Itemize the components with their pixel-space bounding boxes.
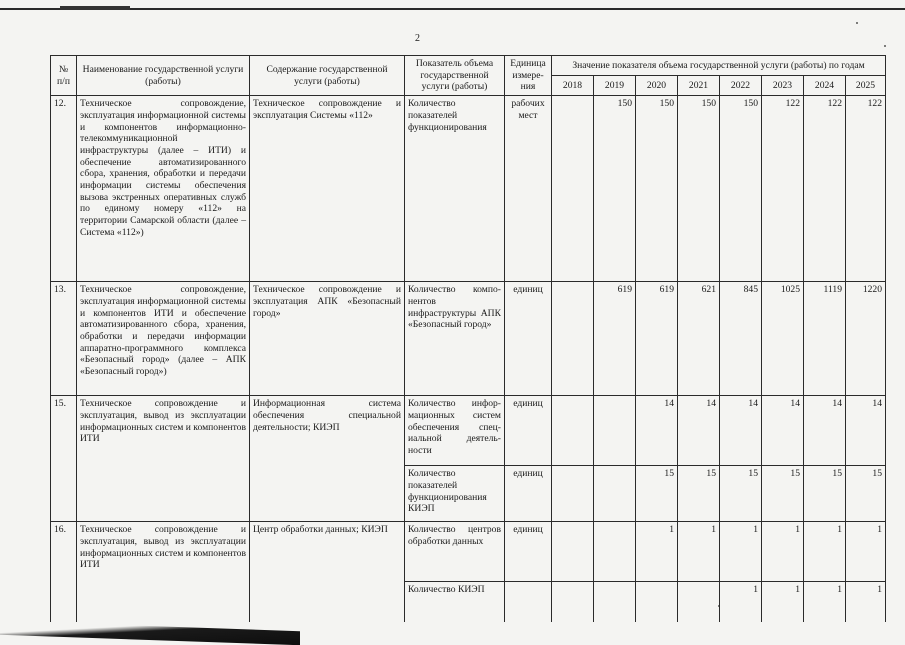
value-year-2019 [594,466,636,522]
service-content: Техническое сопровождение и эксплуатация Системы «112» [250,96,405,282]
value-year-2018 [552,282,594,396]
unit-of-measure: рабочих мест [505,96,552,282]
service-content: Техническое сопровождение и эксплуатация АПК «Безопасный город» [250,282,405,396]
header-name: Наименование государственной услуги (работы) [77,56,250,96]
value-year-2025: 15 [846,466,886,522]
service-content: Информационная система обеспечения специальной деятельности; КИЭП [250,396,405,466]
value-year-2022: 1 [720,582,762,622]
header-year: 2025 [846,76,886,96]
service-content: Центр обработки данных; КИЭП [250,522,405,582]
value-year-2021: 15 [678,466,720,522]
value-year-2022: 14 [720,396,762,466]
header-num: № п/п [51,56,77,96]
table-header-row [51,56,886,76]
value-year-2022: 1 [720,522,762,582]
value-year-2021: 14 [678,396,720,466]
value-year-2025: 1 [846,582,886,622]
volume-indicator: Количество компо-нентов инфраструктуры АПК «Безопасный город» [405,282,505,396]
header-year: 2020 [636,76,678,96]
value-year-2024: 1119 [804,282,846,396]
value-year-2023: 122 [762,96,804,282]
unit-of-measure: единиц [505,396,552,466]
table-row [51,96,886,282]
unit-of-measure: единиц [505,466,552,522]
value-year-2020: 150 [636,96,678,282]
value-year-2024: 15 [804,466,846,522]
service-name [77,582,250,622]
service-content [250,582,405,622]
services-table [50,55,886,622]
volume-indicator: Количество показателей функционирования [405,96,505,282]
service-name: Техническое сопровождение и эксплуатация, вывод из эксплуатации информационных систем и компонентов ИТИ [77,396,250,466]
value-year-2022: 845 [720,282,762,396]
value-year-2019 [594,396,636,466]
header-year: 2023 [762,76,804,96]
unit-of-measure: единиц [505,522,552,582]
value-year-2024: 1 [804,582,846,622]
value-year-2018 [552,522,594,582]
value-year-2019: 150 [594,96,636,282]
service-name: Техническое сопровождение, эксплуатация информационной системы и компонентов ИТИ и обеспечение автоматизированного сбора, хранения, обработки и передачи информации аппаратно-программного комплекса «Безопасный город» (далее – АПК «Безопасный город») [77,282,250,396]
value-year-2025: 122 [846,96,886,282]
table-row [51,282,886,396]
value-year-2023: 1025 [762,282,804,396]
scan-top-mark [60,6,130,10]
value-year-2025: 1 [846,522,886,582]
value-year-2020: 15 [636,466,678,522]
value-year-2018 [552,466,594,522]
header-values-title: Значение показателя объема государственной услуги (работы) по годам [552,56,886,76]
value-year-2018 [552,96,594,282]
value-year-2022: 15 [720,466,762,522]
scan-top-edge [0,8,905,10]
value-year-2024: 14 [804,396,846,466]
header-year: 2018 [552,76,594,96]
scan-bottom-shadow [0,621,300,645]
value-year-2020: 1 [636,522,678,582]
header-content: Содержание государственной услуги (работы) [250,56,405,96]
value-year-2023: 14 [762,396,804,466]
value-year-2021: 621 [678,282,720,396]
header-year: 2022 [720,76,762,96]
value-year-2023: 15 [762,466,804,522]
value-year-2021: 150 [678,96,720,282]
service-name: Техническое сопровождение, эксплуатация информационной системы и компонентов информационно-телекоммуникационной инфраструктуры (далее – ИТИ) и обеспечение автоматизированного сбора, хранения, обработки и передачи информации системы обеспечения вызова экстренных оперативных служб по единому номеру «112» на территории Самарской области (далее – Система «112») [77,96,250,282]
service-name [77,466,250,522]
unit-of-measure: единиц [505,282,552,396]
row-number [51,466,77,522]
unit-of-measure [505,582,552,622]
volume-indicator: Количество центров обработки данных [405,522,505,582]
value-year-2020 [636,582,678,622]
value-year-2021 [678,582,720,622]
row-number [51,582,77,622]
table-row [51,582,886,622]
page-number: 2 [415,33,420,44]
value-year-2018 [552,582,594,622]
value-year-2022: 150 [720,96,762,282]
value-year-2023: 1 [762,582,804,622]
value-year-2020: 14 [636,396,678,466]
volume-indicator: Количество КИЭП [405,582,505,622]
value-year-2018 [552,396,594,466]
value-year-2024: 1 [804,522,846,582]
service-content [250,466,405,522]
header-indicator: Показатель объема государственной услуги (работы) [405,56,505,96]
value-year-2019 [594,582,636,622]
value-year-2019 [594,522,636,582]
row-number: 15. [51,396,77,466]
value-year-2020: 619 [636,282,678,396]
header-year: 2019 [594,76,636,96]
header-unit: Единица измере-ния [505,56,552,96]
scan-speck [856,22,858,24]
service-name: Техническое сопровождение и эксплуатация, вывод из эксплуатации информационных систем и компонентов ИТИ [77,522,250,582]
value-year-2021: 1 [678,522,720,582]
value-year-2024: 122 [804,96,846,282]
row-number: 12. [51,96,77,282]
row-number: 16. [51,522,77,582]
row-number: 13. [51,282,77,396]
scan-speck [884,45,886,47]
value-year-2019: 619 [594,282,636,396]
table-row [51,396,886,466]
value-year-2023: 1 [762,522,804,582]
value-year-2025: 14 [846,396,886,466]
value-year-2025: 1220 [846,282,886,396]
header-year: 2021 [678,76,720,96]
header-year: 2024 [804,76,846,96]
volume-indicator: Количество показателей функционирования КИЭП [405,466,505,522]
table-row [51,466,886,522]
table-row [51,522,886,582]
volume-indicator: Количество инфор-мационных систем обеспечения спец-иальной деятель-ности [405,396,505,466]
